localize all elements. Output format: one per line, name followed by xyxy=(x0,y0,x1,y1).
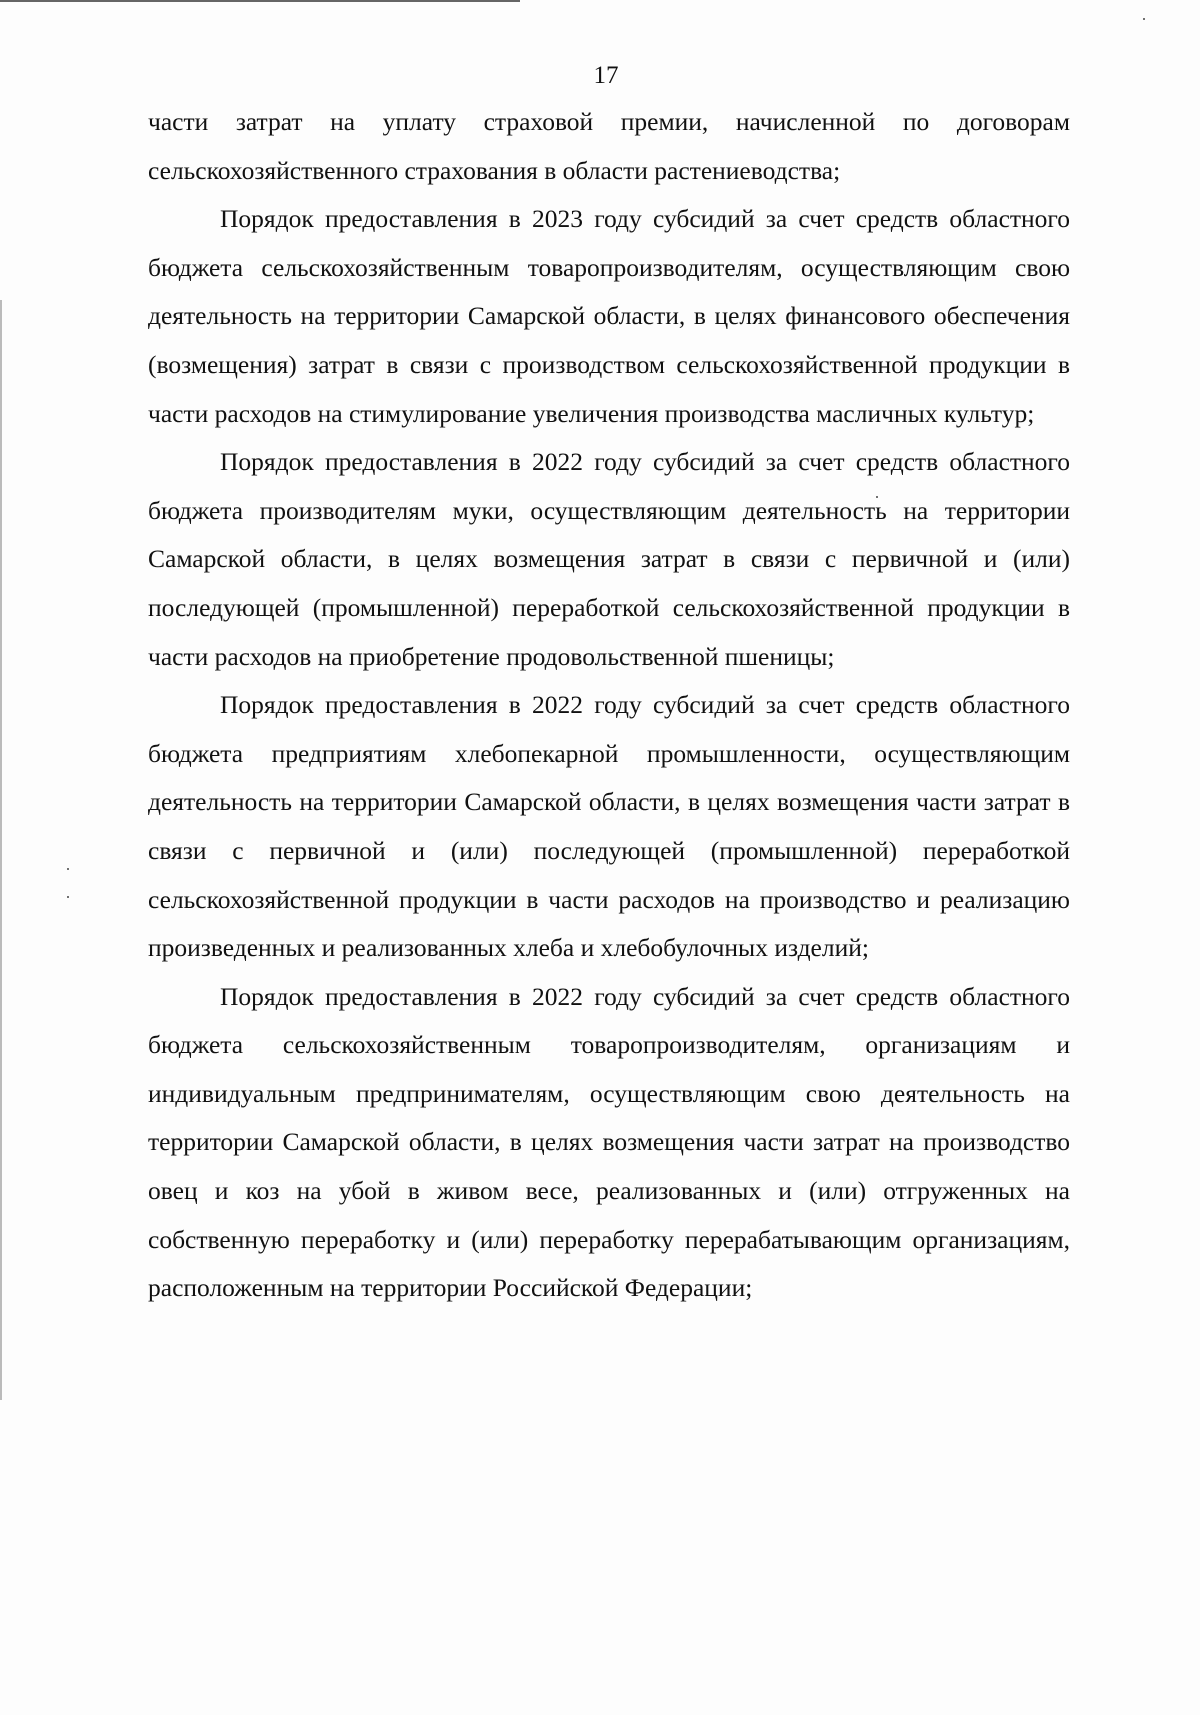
paragraph-continuation: части затрат на уплату страховой премии, начисленной по договорам сельскохозяйственного страхования в области растениеводства; xyxy=(148,107,1070,185)
page-number: 17 xyxy=(593,62,619,89)
scan-edge-left xyxy=(0,300,2,1400)
paragraph-bakery-subsidy: Порядок предоставления в 2022 году субсидий за счет средств областного бюджета предприятиям хлебопекарной промышленности, осуществляющим деятельность на территории Самарской области, в целях возмещения части затрат в связи с первичной и (или) последующей (промышленной) переработкой сельскохозяйственной продукции в части расходов на производство и реализацию произведенных и реализованных хлеба и хлебобулочных изделий; xyxy=(148,690,1070,963)
document-body xyxy=(148,98,1070,1313)
scan-speck xyxy=(67,896,69,898)
paragraph-sheep-goat-subsidy: Порядок предоставления в 2022 году субсидий за счет средств областного бюджета сельскохозяйственным товаропроизводителям, организациям и индивидуальным предпринимателям, осуществляющим свою деятельность на территории Самарской области, в целях возмещения части затрат на производство овец и коз на убой в живом весе, реализованных и (или) отгруженных на собственную переработку и (или) переработку перерабатывающим организациям, расположенным на территории Российской Федерации; xyxy=(148,981,1070,1303)
paragraph-oilseed-subsidy: Порядок предоставления в 2023 году субсидий за счет средств областного бюджета сельскохозяйственным товаропроизводителям, осуществляющим свою деятельность на территории Самарской области, в целях финансового обеспечения (возмещения) затрат в связи с производством сельскохозяйственной продукции в части расходов на стимулирование увеличения производства масличных культур; xyxy=(148,204,1070,428)
paragraph-flour-subsidy: Порядок предоставления в 2022 году субсидий за счет средств областного бюджета производителям муки, осуществляющим деятельность на территории Самарской области, в целях возмещения затрат в связи с первичной и (или) последующей (промышленной) переработкой сельскохозяйственной продукции в части расходов на приобретение продовольственной пшеницы; xyxy=(148,447,1070,671)
scan-speck xyxy=(67,868,69,870)
scan-edge-top xyxy=(0,0,520,2)
scan-speck xyxy=(1143,18,1145,20)
